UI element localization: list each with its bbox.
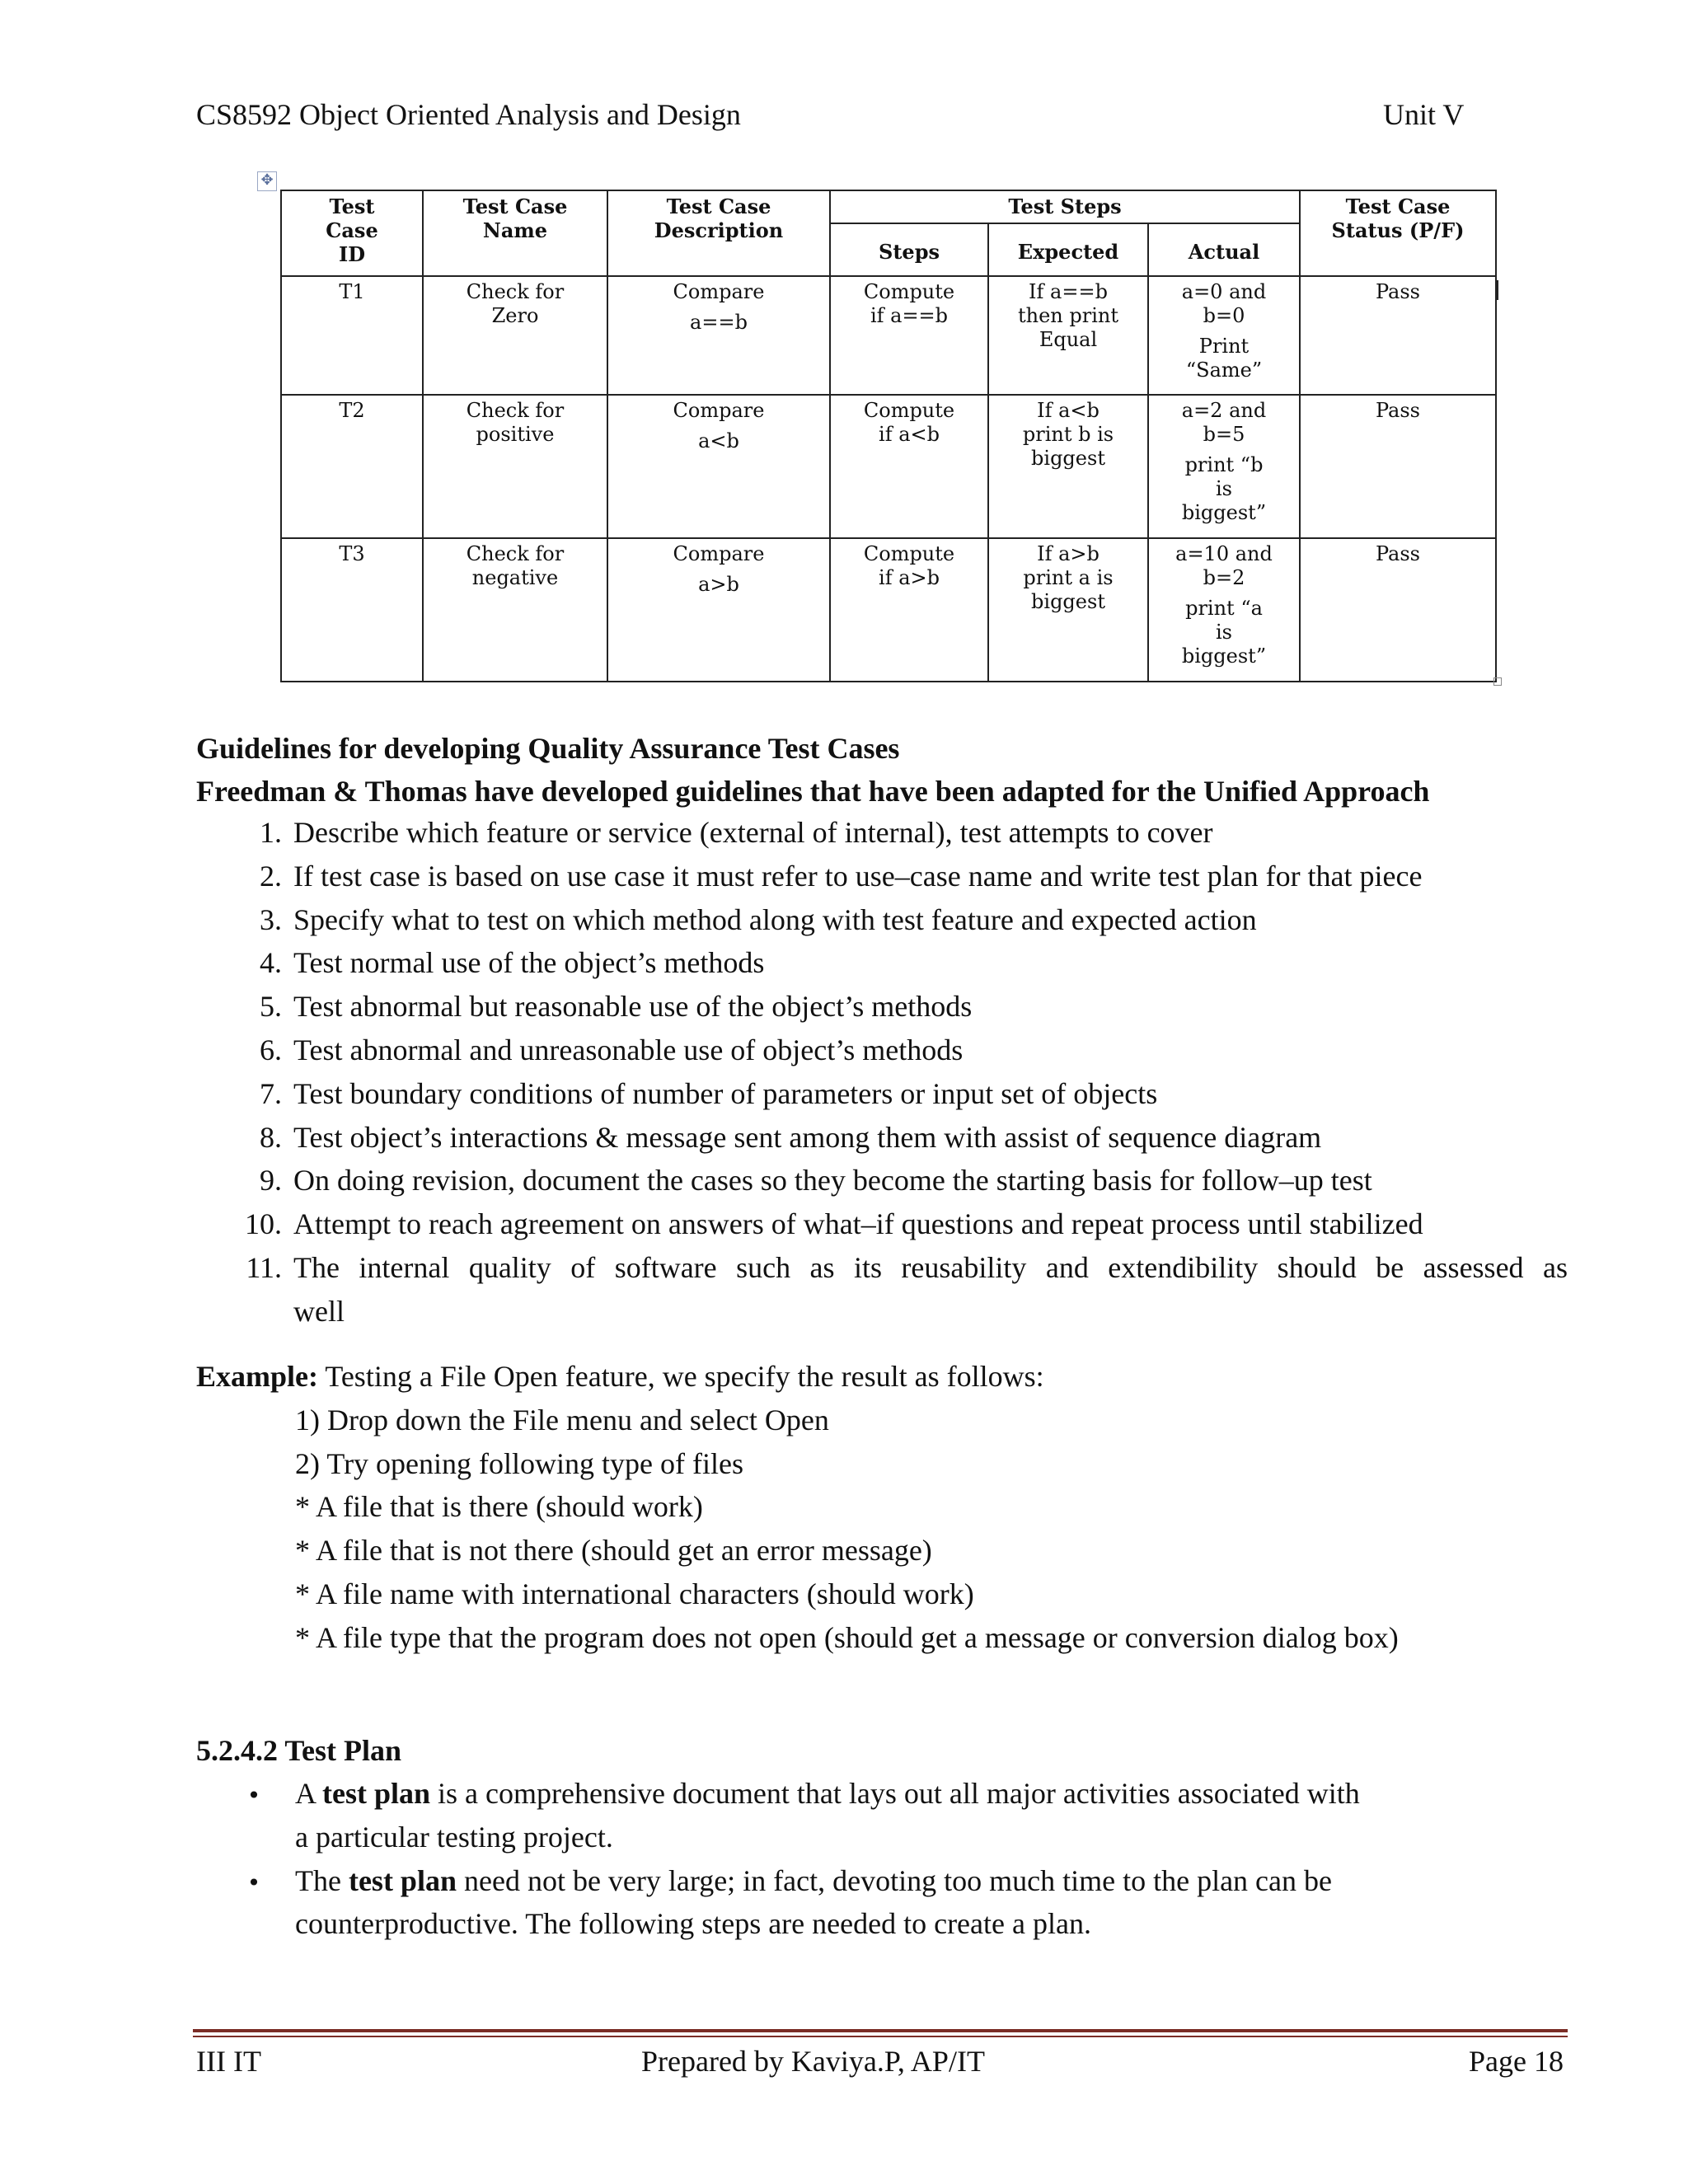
cell-steps: Compute if a==b <box>830 276 988 395</box>
cell-name: Check for Zero <box>423 276 607 395</box>
guidelines-subtitle: Freedman & Thomas have developed guidelines that have been adapted for the Unified Approach <box>196 775 1430 808</box>
list-item: 7. Test boundary conditions of number of parameters or input set of objects <box>260 1076 1158 1110</box>
header-course-title: CS8592 Object Oriented Analysis and Design <box>196 98 741 131</box>
cell-description: Compare a>b <box>607 538 830 682</box>
cell-actual: a=10 and b=2 print “a is biggest” <box>1148 538 1300 682</box>
example-line: * A file that is not there (should get an error message) <box>295 1534 932 1568</box>
list-item: 10. Attempt to reach agreement on answers of what–if questions and repeat process until stabilized <box>245 1207 1423 1241</box>
footer-rule <box>193 2029 1568 2032</box>
example-block <box>196 1355 1399 1660</box>
example-line: 2) Try opening following type of files <box>295 1446 743 1480</box>
table-row <box>281 276 1496 395</box>
cell-description: Compare a<b <box>607 395 830 538</box>
list-item: 1. Describe which feature or service (external of internal), test attempts to cover <box>260 816 1213 849</box>
footer-class: III IT <box>196 2045 261 2078</box>
section-heading-test-plan: 5.2.4.2 Test Plan <box>196 1734 402 1767</box>
move-handle-icon[interactable]: ✥ <box>257 171 277 191</box>
header-test-case-name: Test Case Name <box>423 190 607 276</box>
list-item: 2. If test case is based on use case it must refer to use–case name and write test plan for that piece <box>260 859 1423 893</box>
footer-page-number: Page 18 <box>1469 2045 1564 2078</box>
text-cursor <box>1495 280 1498 300</box>
list-item-continuation: well <box>293 1294 345 1328</box>
footer-rule-thin <box>193 2036 1568 2037</box>
cell-status: Pass <box>1300 276 1496 395</box>
cell-description: Compare a==b <box>607 276 830 395</box>
list-item: 11. The internal quality of software such as its reusability and extendibility should be assessed as <box>246 1250 1568 1284</box>
cell-status: Pass <box>1300 395 1496 538</box>
list-item: 8. Test object’s interactions & message sent among them with assist of sequence diagram <box>260 1120 1322 1154</box>
list-item: 4. Test normal use of the object’s methods <box>260 946 765 980</box>
cell-status: Pass <box>1300 538 1496 682</box>
bullet-icon <box>196 1772 295 1859</box>
cell-steps: Compute if a<b <box>830 395 988 538</box>
header-steps: Steps <box>830 223 988 276</box>
example-line: * A file that is there (should work) <box>295 1490 703 1524</box>
bullet-item: • A test plan is a comprehensive document that lays out all major activities associated with a particular testing project. <box>196 1772 1515 1859</box>
header-test-case-id: Test Case ID <box>281 190 423 276</box>
cell-name: Check for positive <box>423 395 607 538</box>
cell-steps: Compute if a>b <box>830 538 988 682</box>
footer-author: Prepared by Kaviya.P, AP/IT <box>641 2045 985 2078</box>
example-intro: Testing a File Open feature, we specify the result as follows: <box>318 1360 1044 1393</box>
cell-actual: a=0 and b=0 Print “Same” <box>1148 276 1300 395</box>
list-item: 6. Test abnormal and unreasonable use of object’s methods <box>260 1033 964 1066</box>
cell-expected: If a>b print a is biggest <box>988 538 1148 682</box>
cell-id: T3 <box>281 538 423 682</box>
cell-expected: If a<b print b is biggest <box>988 395 1148 538</box>
test-case-table <box>280 190 1497 682</box>
table-resize-handle[interactable] <box>1493 677 1502 686</box>
example-line: * A file type that the program does not open (should get a message or conversion dialog box) <box>295 1620 1399 1654</box>
table-row <box>281 538 1496 682</box>
list-item: 9. On doing revision, document the cases so they become the starting basis for follow–up test <box>260 1164 1372 1197</box>
header-test-case-status: Test Case Status (P/F) <box>1300 190 1496 276</box>
bullet-item: • The test plan need not be very large; in fact, devoting too much time to the plan can be counterproductive. The following steps are needed to create a plan. <box>196 1859 1515 1947</box>
table-row <box>281 395 1496 538</box>
list-item: 3. Specify what to test on which method along with test feature and expected action <box>260 902 1257 936</box>
example-label: Example: <box>196 1360 318 1393</box>
cell-id: T2 <box>281 395 423 538</box>
example-line: * A file name with international characters (should work) <box>295 1577 974 1610</box>
list-item: 5. Test abnormal but reasonable use of the object’s methods <box>260 990 973 1024</box>
test-plan-bullets <box>196 1772 1515 1946</box>
header-actual: Actual <box>1148 223 1300 276</box>
header-test-case-description: Test Case Description <box>607 190 830 276</box>
cell-actual: a=2 and b=5 print “b is biggest” <box>1148 395 1300 538</box>
header-unit: Unit V <box>1383 98 1465 131</box>
cell-expected: If a==b then print Equal <box>988 276 1148 395</box>
guidelines-list <box>196 811 1568 1333</box>
bullet-icon <box>196 1859 295 1947</box>
cell-name: Check for negative <box>423 538 607 682</box>
header-expected: Expected <box>988 223 1148 276</box>
cell-id: T1 <box>281 276 423 395</box>
example-line: 1) Drop down the File menu and select Open <box>295 1403 829 1436</box>
guidelines-title: Guidelines for developing Quality Assurance Test Cases <box>196 732 900 765</box>
header-test-steps: Test Steps <box>830 190 1300 223</box>
